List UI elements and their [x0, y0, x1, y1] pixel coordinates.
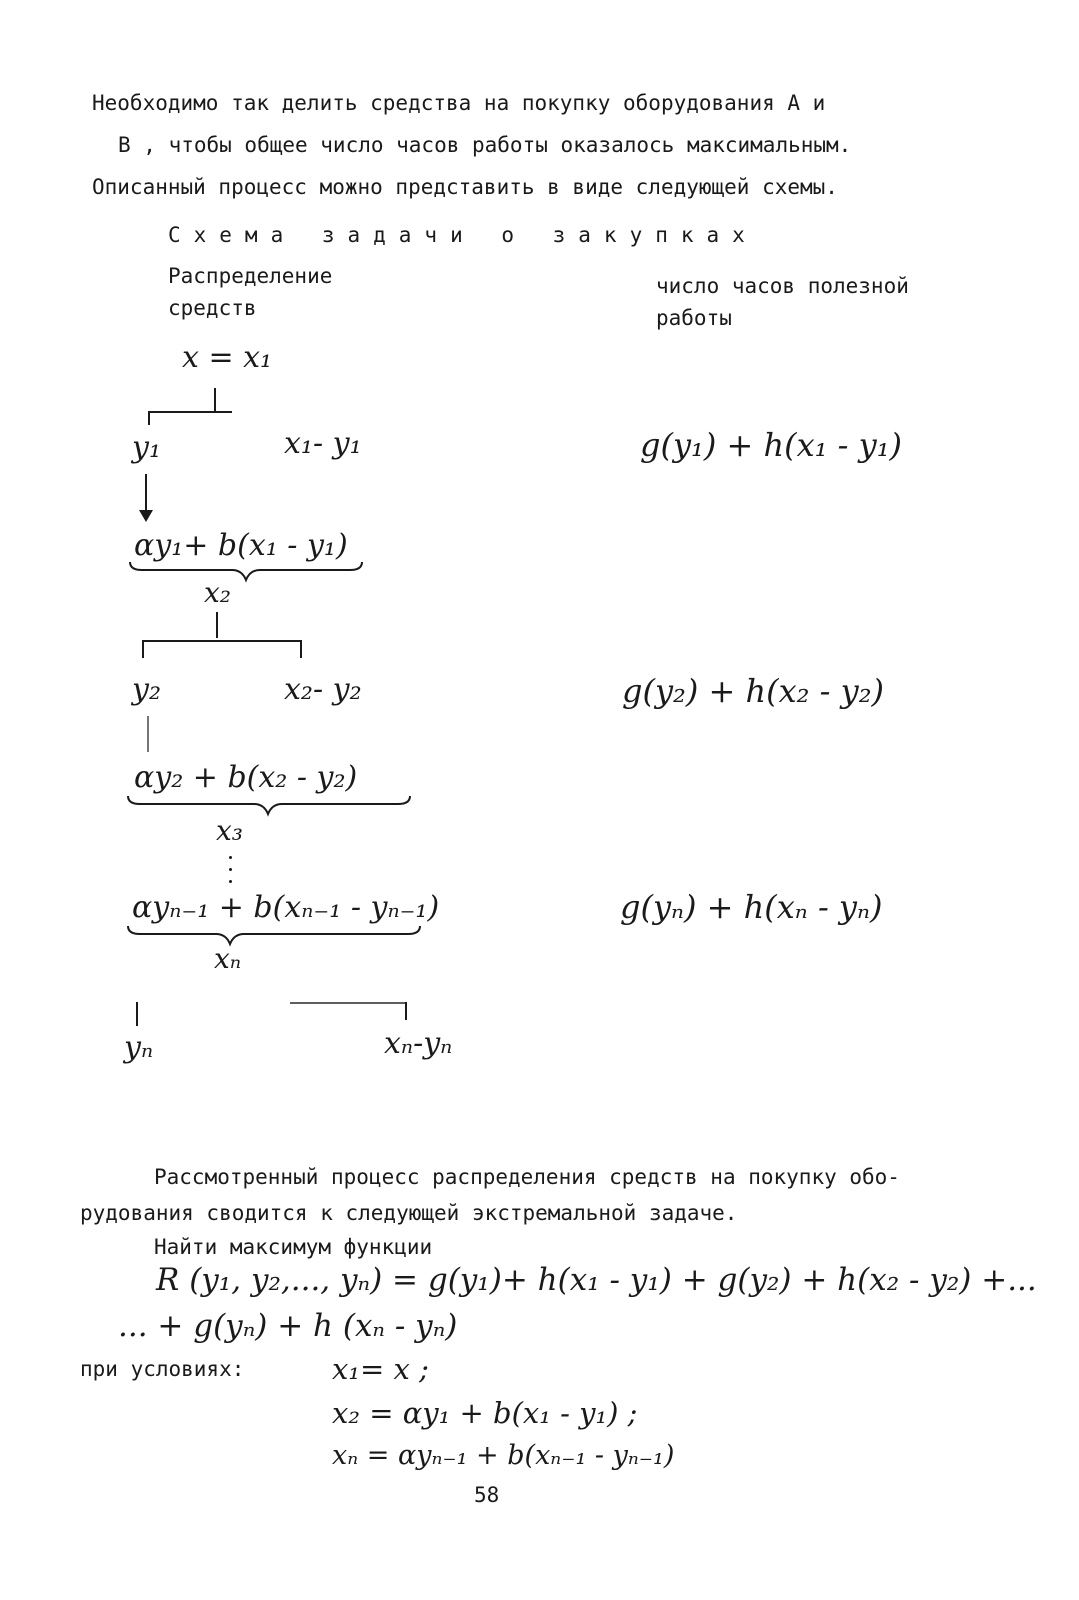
- x-initial: x = x₁: [182, 340, 273, 375]
- y2-label: y₂: [132, 672, 161, 707]
- branch-tick-1: [148, 411, 150, 425]
- connector-vertical-2: [216, 612, 218, 638]
- paragraph-1-line-1: Рассмотренный процесс распределения средств на покупку обо-: [154, 1165, 900, 1189]
- condition-3: xₙ = αyₙ₋₁ + b(xₙ₋₁ - yₙ₋₁): [332, 1440, 675, 1471]
- right-header-line-1: число часов полезной: [656, 274, 909, 298]
- left-header-line-1: Распределение: [168, 264, 333, 288]
- condition-2: x₂ = αy₁ + b(x₁ - y₁) ;: [332, 1396, 638, 1430]
- objective-function-line-2: ... + g(yₙ) + h (xₙ - yₙ): [118, 1308, 458, 1344]
- sum-step-n: αyₙ₋₁ + b(xₙ₋₁ - yₙ₋₁): [132, 890, 440, 925]
- sum-step-2: αy₂ + b(x₂ - y₂): [134, 760, 358, 795]
- xN-label: xₙ: [214, 942, 242, 975]
- ellipsis-dot-1: [229, 856, 232, 859]
- x2-minus-y2-label: x₂- y₂: [284, 672, 362, 707]
- intro-line-2: B , чтобы общее число часов работы оказалось максимальным.: [118, 133, 852, 157]
- y1-label: y₁: [132, 430, 161, 465]
- conditions-label: при условиях:: [80, 1357, 245, 1381]
- arrow-shaft-1: [145, 474, 147, 514]
- xN-minus-yN-label: xₙ-yₙ: [384, 1026, 453, 1061]
- branch-line-1: [148, 411, 232, 413]
- branch-line-2: [142, 640, 302, 642]
- branch-tick-2-left: [142, 640, 144, 658]
- yN-label: yₙ: [124, 1030, 154, 1065]
- intro-line-1: Необходимо так делить средства на покупку оборудования A и: [92, 91, 826, 115]
- x2-label: x₂: [204, 576, 232, 609]
- objective-function-line-1: R (y₁, y₂,..., yₙ) = g(y₁)+ h(x₁ - y₁) + g(y₂) + h(x₂ - y₂) +...: [156, 1262, 1037, 1298]
- scheme-title: Схема задачи о закупках: [168, 223, 758, 247]
- branch-tick-n-left: [136, 1002, 138, 1026]
- hours-step-1: g(y₁) + h(x₁ - y₁): [640, 426, 903, 464]
- condition-1: x₁= x ;: [332, 1352, 429, 1386]
- hours-step-2: g(y₂) + h(x₂ - y₂): [622, 672, 885, 710]
- x3-label: x₃: [216, 814, 244, 847]
- arrow-head-down-icon: [139, 510, 153, 522]
- find-maximum-text: Найти максимум функции: [154, 1235, 433, 1259]
- underbrace-1: [128, 560, 368, 584]
- connector-vertical-1: [214, 388, 216, 412]
- left-header-line-2: средств: [168, 296, 257, 320]
- ellipsis-dot-2: [229, 868, 232, 871]
- branch-tick-2-right: [300, 640, 302, 658]
- ellipsis-dot-3: [229, 880, 232, 883]
- branch-tick-n-right: [405, 1002, 407, 1020]
- arrow-shaft-2: [147, 716, 149, 752]
- branch-line-n: [290, 1002, 406, 1004]
- intro-line-3: Описанный процесс можно представить в виде следующей схемы.: [92, 175, 838, 199]
- page-number: 58: [474, 1483, 500, 1507]
- x1-minus-y1-label: x₁- y₁: [284, 426, 362, 461]
- right-header-line-2: работы: [656, 306, 732, 330]
- paragraph-1-line-2: рудования сводится к следующей экстремальной задаче.: [80, 1201, 738, 1225]
- underbrace-n: [126, 924, 426, 948]
- hours-step-n: g(yₙ) + h(xₙ - yₙ): [620, 888, 883, 926]
- sum-step-1: αy₁+ b(x₁ - y₁): [134, 528, 348, 563]
- underbrace-2: [126, 794, 416, 818]
